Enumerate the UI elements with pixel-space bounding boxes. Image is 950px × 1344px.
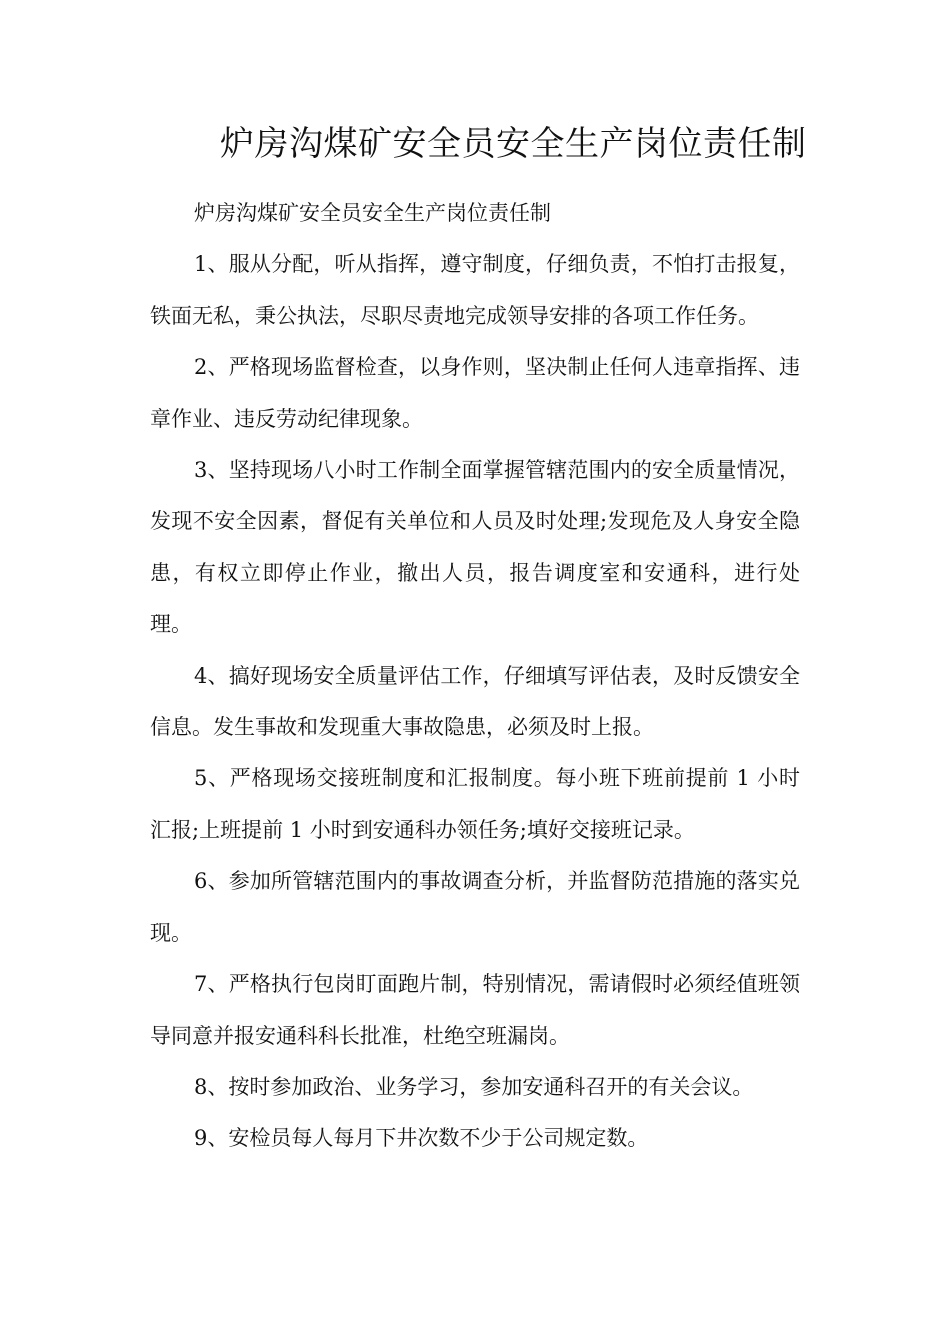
paragraph-item-4: 4、搞好现场安全质量评估工作，仔细填写评估表，及时反馈安全信息。发生事故和发现重大事故隐患，必须及时上报。: [150, 663, 800, 740]
paragraph-item-1: 1、服从分配，听从指挥，遵守制度，仔细负责，不怕打击报复，铁面无私，秉公执法，尽职尽责地完成领导安排的各项工作任务。: [150, 252, 800, 328]
document-body: [150, 188, 800, 1165]
document-title: 炉房沟煤矿安全员安全生产岗位责任制: [220, 124, 807, 164]
paragraph-item-5: 5、严格现场交接班制度和汇报制度。每小班下班前提前 1 小时汇报;上班提前 1 小时到安通科办领任务;填好交接班记录。: [150, 766, 800, 842]
paragraph-item-2: 2、严格现场监督检查，以身作则，坚决制止任何人违章指挥、违章作业、违反劳动纪律现象。: [150, 355, 800, 431]
paragraph-item-6: 6、参加所管辖范围内的事故调查分析，并监督防范措施的落实兑现。: [150, 869, 800, 945]
paragraph-item-9: 9、安检员每人每月下井次数不少于公司规定数。: [194, 1126, 649, 1151]
paragraph-item-8: 8、按时参加政治、业务学习，参加安通科召开的有关会议。: [194, 1074, 754, 1099]
paragraph-item-3: 3、坚持现场八小时工作制全面掌握管辖范围内的安全质量情况，发现不安全因素，督促有关单位和人员及时处理;发现危及人身安全隐患，有权立即停止作业，撤出人员，报告调度室和安通科，进行处理。: [150, 458, 800, 637]
paragraph-item-7: 7、严格执行包岗盯面跑片制，特别情况，需请假时必须经值班领导同意并报安通科科长批准，杜绝空班漏岗。: [150, 972, 800, 1048]
paragraph-subtitle: 炉房沟煤矿安全员安全生产岗位责任制: [194, 201, 551, 225]
